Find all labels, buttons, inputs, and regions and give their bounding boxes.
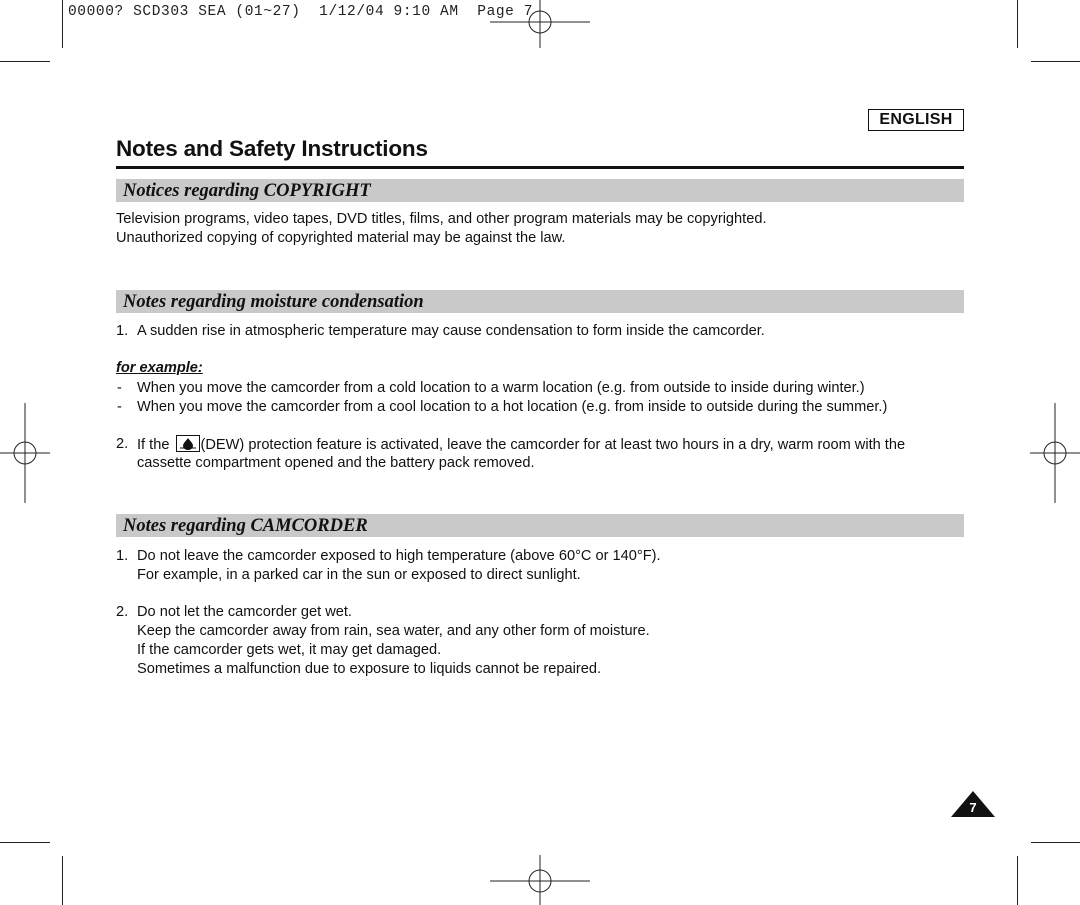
registration-mark-icon bbox=[490, 855, 590, 905]
section-heading-camcorder bbox=[116, 514, 964, 537]
section-heading-text: Notes regarding CAMCORDER bbox=[123, 516, 368, 536]
language-badge: ENGLISH bbox=[868, 109, 964, 131]
text-after-icon: (DEW) protection feature is activated, leave the camcorder for at least two hours in a dry, warm room with the bbox=[200, 437, 906, 453]
camcorder-item-text: Sometimes a malfunction due to exposure to liquids cannot be repaired. bbox=[137, 661, 602, 677]
registration-mark-icon bbox=[0, 403, 50, 503]
copyright-line: Unauthorized copying of copyrighted material may be against the law. bbox=[116, 230, 566, 246]
page-title: Notes and Safety Instructions bbox=[116, 136, 428, 161]
text-before-icon: If the bbox=[137, 437, 170, 453]
copyright-line: Television programs, video tapes, DVD titles, films, and other program materials may be copyrighted. bbox=[116, 211, 767, 227]
page-number-text: 7 bbox=[969, 800, 977, 815]
camcorder-item-text: Do not let the camcorder get wet. bbox=[137, 604, 352, 620]
print-header: 00000? SCD303 SEA (01~27) 1/12/04 9:10 AM Page 7 bbox=[68, 4, 534, 20]
example-bullet: When you move the camcorder from a cool location to a hot location (e.g. from inside to outside during the summer.) bbox=[137, 399, 888, 415]
bullet-mark: - bbox=[117, 399, 122, 415]
moisture-item-text: cassette compartment opened and the battery pack removed. bbox=[137, 455, 535, 471]
bullet-mark: - bbox=[117, 380, 122, 396]
section-heading-moisture bbox=[116, 290, 964, 313]
dew-icon bbox=[176, 435, 200, 452]
page-number bbox=[950, 790, 996, 818]
moisture-item-text bbox=[137, 435, 905, 454]
list-number: 1. bbox=[116, 323, 129, 339]
list-number: 1. bbox=[116, 548, 129, 564]
list-number: 2. bbox=[116, 604, 129, 620]
list-number: 2. bbox=[116, 436, 129, 452]
example-bullet: When you move the camcorder from a cold location to a warm location (e.g. from outside to inside during winter.) bbox=[137, 380, 865, 396]
moisture-item-text: A sudden rise in atmospheric temperature may cause condensation to form inside the camcorder. bbox=[137, 323, 765, 339]
camcorder-item-text: Do not leave the camcorder exposed to high temperature (above 60°C or 140°F). bbox=[137, 548, 661, 564]
section-heading-copyright bbox=[116, 179, 964, 202]
title-rule bbox=[116, 166, 964, 169]
section-heading-text: Notices regarding COPYRIGHT bbox=[123, 181, 371, 201]
registration-mark-icon bbox=[490, 0, 590, 50]
camcorder-item-text: If the camcorder gets wet, it may get damaged. bbox=[137, 642, 442, 658]
camcorder-item-text: Keep the camcorder away from rain, sea water, and any other form of moisture. bbox=[137, 623, 650, 639]
example-label: for example: bbox=[116, 360, 203, 376]
camcorder-item-text: For example, in a parked car in the sun or exposed to direct sunlight. bbox=[137, 567, 581, 583]
registration-mark-icon bbox=[1030, 403, 1080, 503]
section-heading-text: Notes regarding moisture condensation bbox=[123, 292, 424, 312]
